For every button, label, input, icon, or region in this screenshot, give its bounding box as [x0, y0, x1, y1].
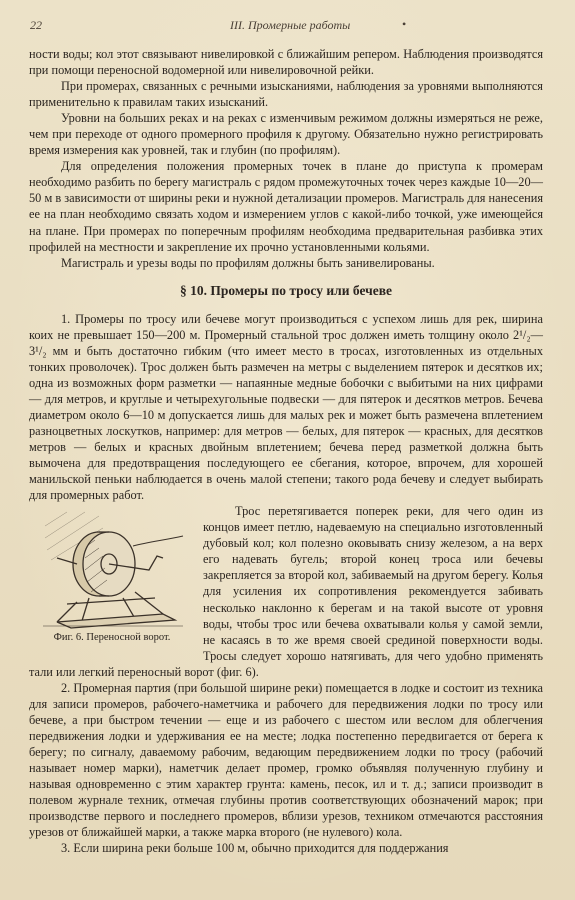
section-heading: § 10. Промеры по тросу или бечеве [179, 282, 392, 298]
paragraph: ности воды; кол этот связывают нивелировкой с ближайшим репером. Наблюдения производятся при помощи переносной водомерной или нивелировочной рейки. [29, 47, 543, 78]
paragraph-1a [29, 311, 543, 504]
paragraph-3: 3. Если ширина реки больше 100 м, обычно приходится для поддержания [61, 841, 449, 856]
paragraph-2: 2. Промерная партия (при большой ширине реки) помещается в лодке и состоит из техника для записи промеров, рабочего-наметчика и рабочего для передвижения лодки по тросу или бечеве, а при быстром течении — еще и из рабочего с шестом или веслом для облегчения передвижения лодки и удерживания ее на месте; лодка постепенно передвигается от берега к берегу; по сигналу, даваемому рабочим, ведающим передвижением лодки по тросу (рабочий называет номер марки), наметчик делает промер, громко объявляя полученную глубину и называя одновременно с этим характер грунта: камень, песок, ил и т. д.; записи производит в полевом журнале техник, отмечая глубины против соответствующих обозначений марок; при производстве первого и последнего промеров, вблизи урезов, техником отмечаются расстояния урезов от ближайшей марки, а также марка второго (не нулевого) кола. [29, 680, 543, 840]
running-header [30, 18, 545, 34]
figure-caption: Фиг. 6. Переносной ворот. [53, 632, 171, 644]
paragraph: Для определения положения промерных точек в плане до приступа к промерам необходимо разбить по берегу магистраль с рядом промежуточных точек через каждые 10—20—50 м в зависимости от ширины реки и нужной детализации промеров. Магистраль для нанесения ее на план необходимо связать ходом и измерением углов с какой-либо точкой, уже имеющейся на плане. При промерах по поперечным профилям необходима предварительная разбивка этих профилей на местности и закрепление их прочно установленными кольями. [29, 159, 543, 254]
paragraph: Уровни на больших реках и на реках с изменчивым режимом должны измеряться не реже, чем при переходе от одного промерного профиля к другому. Обязательно нужно регистрировать время измерения как уровней, так и глубин (по профилям). [29, 111, 543, 158]
body-text [29, 46, 543, 856]
paragraph-1a-text: 1. Промеры по тросу или бечеве могут производиться с успехом лишь для рек, ширина коих не превышает 150—200 м. Промерный стальной трос должен иметь толщину около 2¹/₂—3¹/₂ мм и быть достаточно гибким (что имеет место в тросах, изготовленных из отдельных тонких проволочек). Трос должен быть размечен на метры с выделением пятерок и десятков их; одна из возможных форм разметки — напаянные медные бобочки с выбитыми на них цифрами — для метров, и круглые и четырехугольные подвески — для пятерок и десятков метров. Бечева диаметром около 6—10 м допускается лишь для малых рек и может быть размечена вплетением разноцветных лоскутков, например: для метров — белых, для пятерок — красных, для десятков метров — белых и красных двойным вплетением; бечева перед разметкой должна быть вымочена для предотвращения последующего ее сбегания, которое, впрочем, для хорошей манильской пеньки наблюдается в очень малой степени; такого рода бечеву и следует выбирать для промерных работ. [29, 311, 543, 503]
paragraph: Магистраль и урезы воды по профилям должны быть занивелированы. [61, 255, 435, 270]
figure-6 [29, 506, 195, 652]
paragraph-1b: Трос перетягивается поперек реки, для чего один из концов имеет петлю, надеваемую на специально изготовленный дубовый кол; кол полезно оковывать снизу железом, а на верх его надевать бугель; второй конец троса или бечевы закрепляется за второй кол, забиваемый на другом берегу. Колья для усиления их сопротивления рекомендуется забивать несколько наклонно к берегам и на такой высоте от уровня воды, чтобы трос или бечева охватывали колья у самой земли, не касаясь в то же время своей срединой поверхности воды. Тросы следует хорошо натягивать, для чего удобно применять тали или легкий переносный ворот (фиг. 6). [29, 504, 543, 679]
paragraph: При промерах, связанных с речными изысканиями, наблюдения за уровнями выполняются применительно к правилам таких изысканий. [29, 79, 543, 110]
header-ornament: • [402, 17, 407, 31]
page-number: 22 [30, 18, 42, 32]
running-title: III. Промерные работы [230, 18, 351, 32]
portable-winch-drawing-icon [37, 506, 187, 630]
